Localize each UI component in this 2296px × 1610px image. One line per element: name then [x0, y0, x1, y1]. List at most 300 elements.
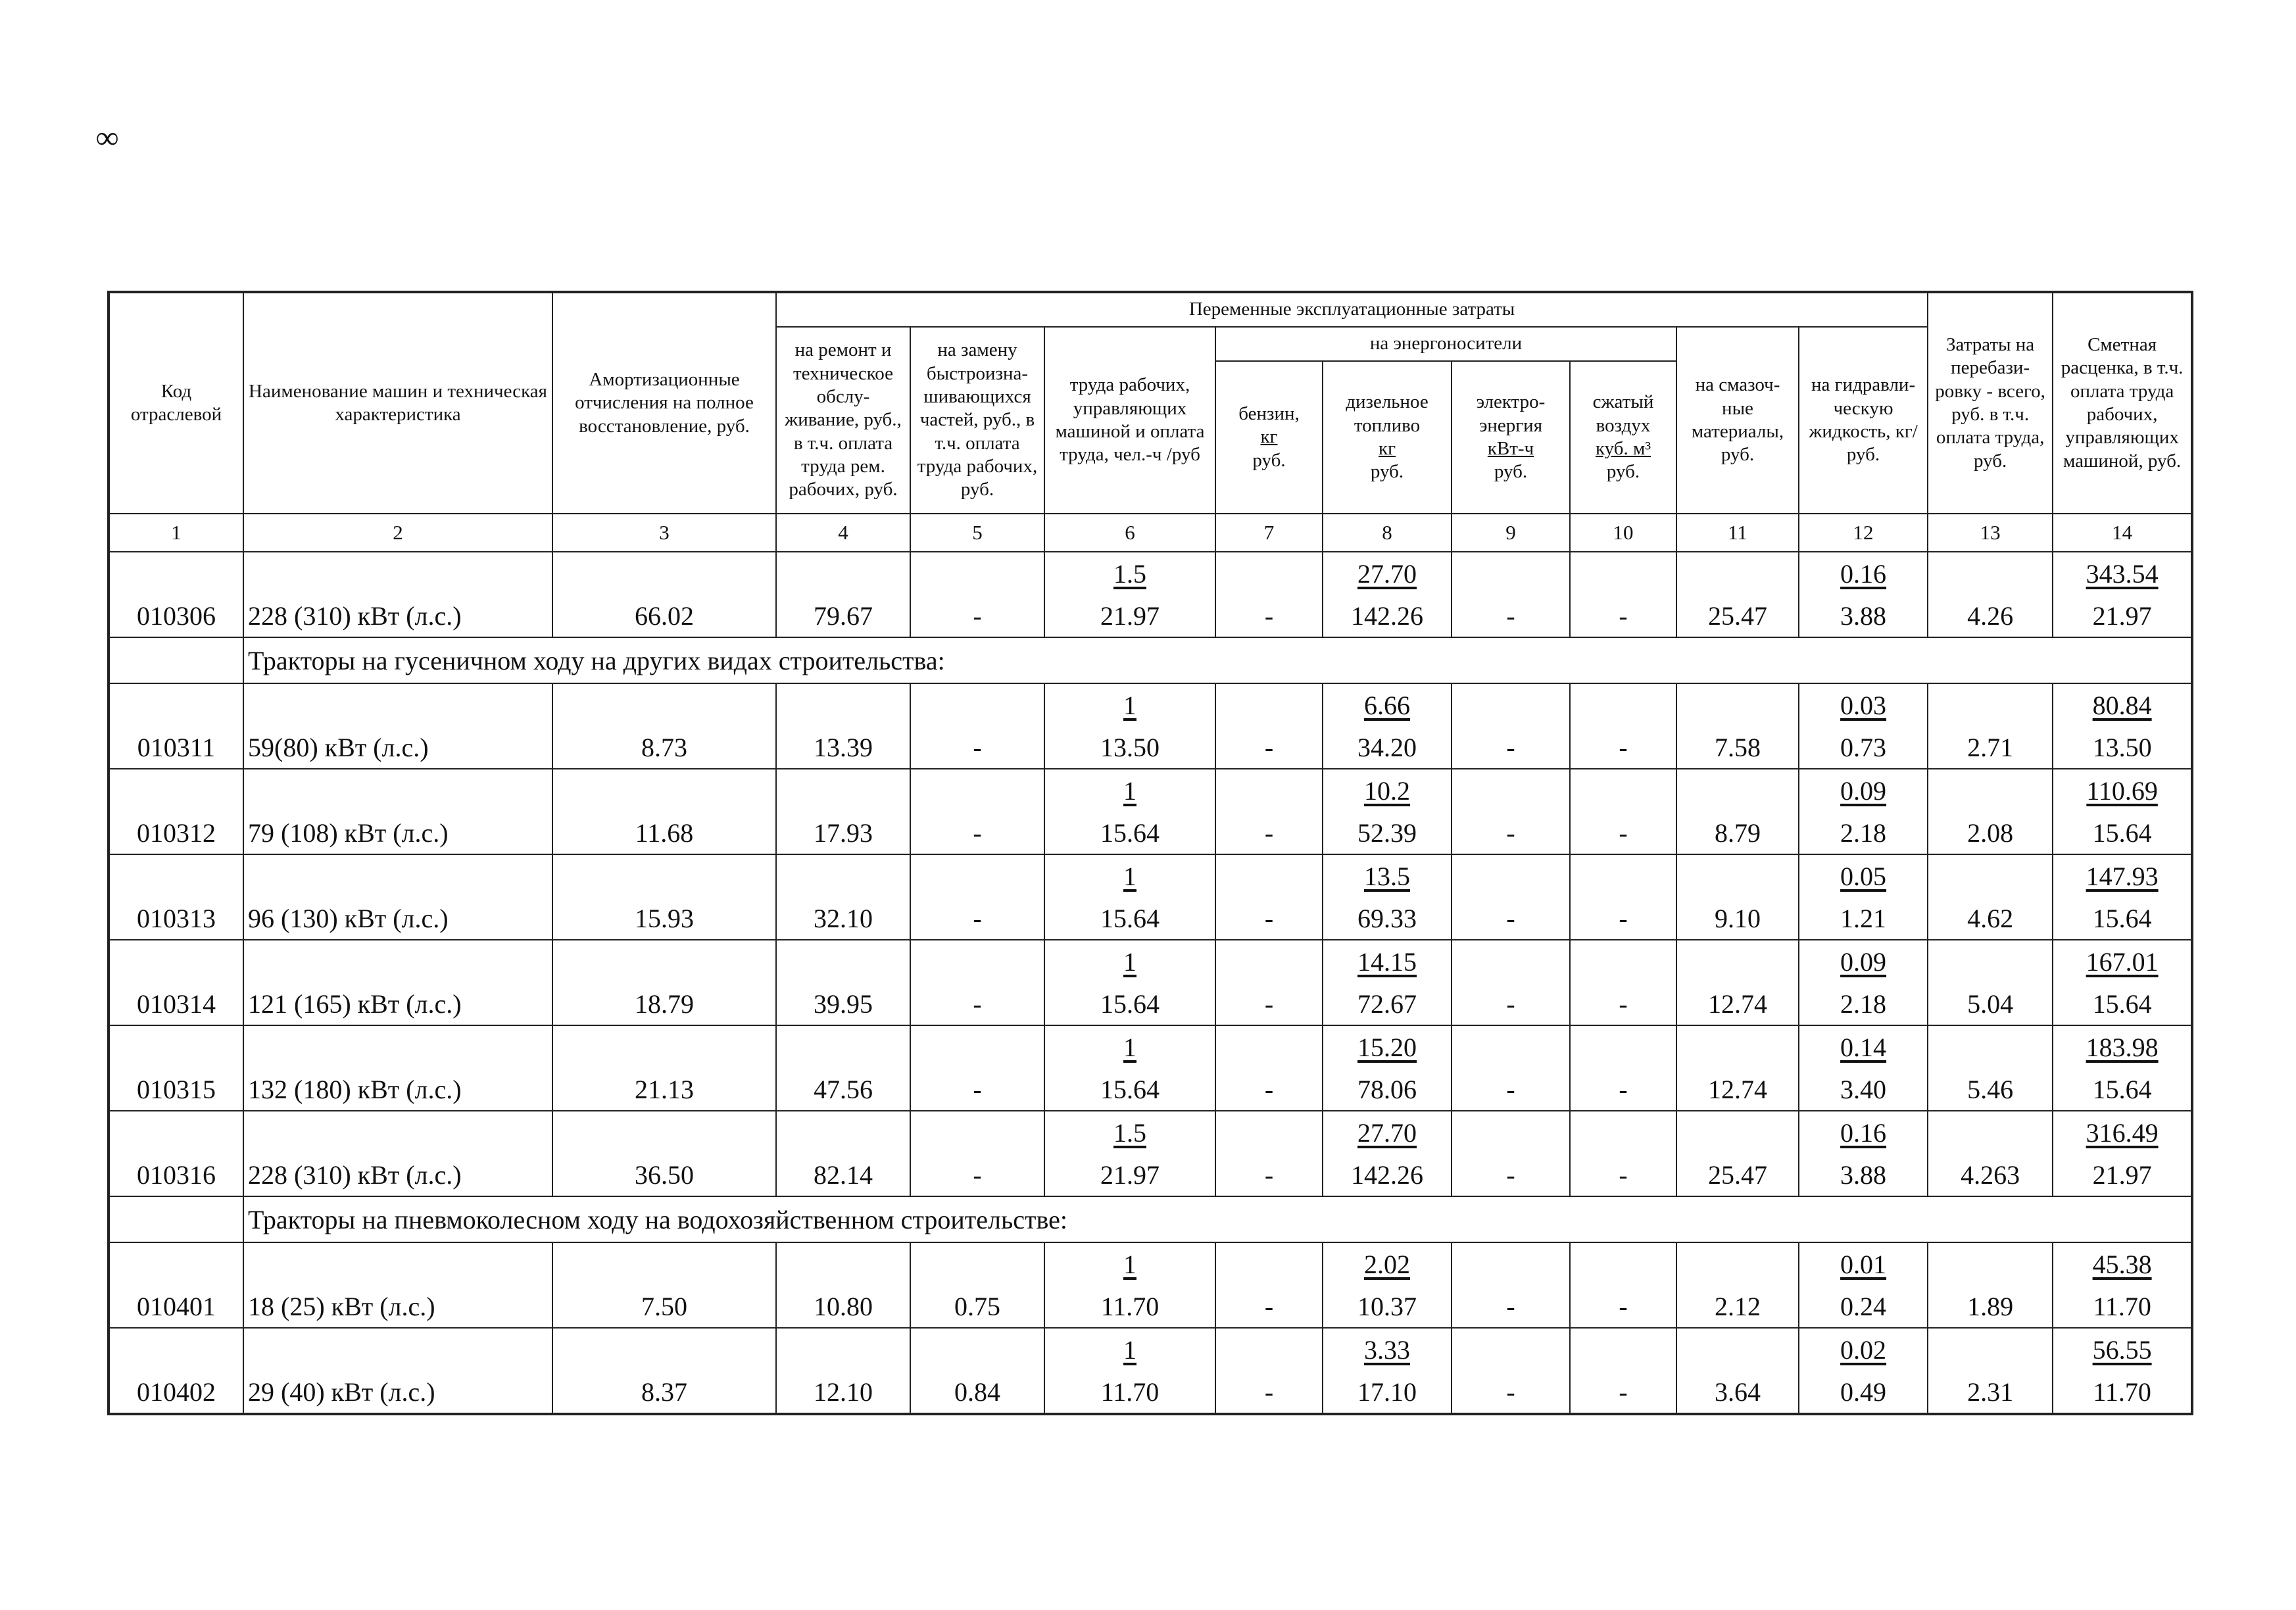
name-cell-value: 121 (165) кВт (л.с.) — [248, 988, 462, 1019]
column-number: 3 — [552, 514, 776, 552]
rate-total-cell — [2053, 1242, 2192, 1285]
petrol-cell-value: - — [1264, 1291, 1274, 1321]
code-cell — [109, 897, 243, 940]
code-cell-top — [109, 1025, 243, 1068]
diesel-cell-value: 142.26 — [1351, 1159, 1423, 1190]
hydraulic-cell — [1799, 983, 1928, 1025]
petrol-cell — [1215, 1154, 1323, 1196]
repair-cell-top — [776, 940, 910, 983]
labor-cell-value: 11.70 — [1100, 1291, 1160, 1321]
relocation-cell — [1928, 812, 2053, 854]
rate-cell-value: 11.70 — [2093, 1291, 2151, 1321]
code-cell-value: 010401 — [137, 1291, 216, 1321]
relocation-cell — [1928, 983, 2053, 1025]
lube-cell-top — [1676, 940, 1799, 983]
diesel-cell — [1323, 595, 1452, 637]
col-labor-header: труда рабочих, управляющих машиной и оплата труда, чел.-ч /руб — [1044, 327, 1215, 514]
parts-cell-top — [910, 1111, 1044, 1154]
column-number: 10 — [1570, 514, 1676, 552]
petrol-cell-top — [1215, 1242, 1323, 1285]
rate-total-cell — [2053, 683, 2192, 726]
section-title-value: Тракторы на пневмоколесном ходу на водохозяйственном строительстве: — [248, 1204, 1067, 1234]
amort-cell-top — [552, 769, 776, 812]
relocation-cell-value: 2.71 — [1967, 732, 2014, 762]
amort-cell — [552, 983, 776, 1025]
air-cell — [1570, 726, 1676, 769]
hydraulic-kg-cell — [1799, 769, 1928, 812]
hydraulic-cell — [1799, 726, 1928, 769]
electric-cell — [1452, 595, 1570, 637]
electric-cell-value: - — [1506, 988, 1515, 1019]
air-cell-top — [1570, 1111, 1676, 1154]
code-cell — [109, 726, 243, 769]
amort-cell-top — [552, 683, 776, 726]
repair-cell-value: 32.10 — [814, 903, 873, 933]
relocation-cell-top — [1928, 552, 2053, 595]
hydraulic-cell-value: 0.73 — [1840, 732, 1887, 762]
code-cell-top — [109, 552, 243, 595]
petrol-unit: кг — [1260, 426, 1278, 448]
repair-cell-top — [776, 854, 910, 897]
petrol-cell-value: - — [1264, 1377, 1274, 1407]
amort-cell-value: 66.02 — [635, 600, 694, 631]
electric-cell — [1452, 1068, 1570, 1111]
diesel-kg-cell — [1323, 1242, 1452, 1285]
rate-total-cell — [2053, 940, 2192, 983]
hydraulic-cell-value: 2.18 — [1840, 988, 1887, 1019]
name-cell-value: 228 (310) кВт (л.с.) — [248, 600, 462, 631]
table-row-rates — [109, 940, 2192, 983]
column-number: 2 — [243, 514, 552, 552]
labor-cell — [1044, 897, 1215, 940]
name-cell — [243, 1154, 552, 1196]
relocation-cell-value: 5.46 — [1967, 1074, 2014, 1104]
rate-total-cell-value: 343.54 — [2086, 558, 2159, 589]
rate-cell-value: 21.97 — [2092, 1159, 2152, 1190]
amort-cell-value: 21.13 — [635, 1074, 694, 1104]
repair-cell-top — [776, 1025, 910, 1068]
rate-total-cell — [2053, 1328, 2192, 1371]
machine-cost-table — [107, 291, 2193, 1415]
col-repair-header: на ремонт и техническое обслу-живание, руб., в т.ч. оплата труда рем. рабочих, руб. — [776, 327, 910, 514]
name-cell-value: 132 (180) кВт (л.с.) — [248, 1074, 462, 1104]
table-row — [109, 1285, 2192, 1328]
code-cell-value: 010315 — [137, 1074, 216, 1104]
hydraulic-kg-cell-value: 0.01 — [1840, 1249, 1887, 1279]
table-row-rates — [109, 683, 2192, 726]
hydraulic-cell-value: 0.49 — [1840, 1377, 1887, 1407]
labor-hours-cell — [1044, 552, 1215, 595]
hydraulic-cell — [1799, 1371, 1928, 1414]
rate-cell — [2053, 812, 2192, 854]
repair-cell — [776, 1068, 910, 1111]
column-number: 9 — [1452, 514, 1570, 552]
petrol-cell-top — [1215, 1328, 1323, 1371]
air-cell — [1570, 983, 1676, 1025]
petrol-cell-top — [1215, 683, 1323, 726]
air-cell — [1570, 1154, 1676, 1196]
lube-cell-top — [1676, 854, 1799, 897]
labor-hours-cell-value: 1.5 — [1113, 558, 1146, 589]
relocation-cell-top — [1928, 1242, 2053, 1285]
parts-cell — [910, 1154, 1044, 1196]
petrol-cell-value: - — [1264, 1159, 1274, 1190]
electric-cell-top — [1452, 552, 1570, 595]
code-cell — [109, 983, 243, 1025]
code-cell-top — [109, 683, 243, 726]
repair-cell-value: 12.10 — [814, 1377, 873, 1407]
air-cell — [1570, 595, 1676, 637]
labor-cell-value: 21.97 — [1100, 600, 1160, 631]
labor-cell-value: 13.50 — [1100, 732, 1160, 762]
repair-cell — [776, 1285, 910, 1328]
lube-cell — [1676, 1285, 1799, 1328]
repair-cell-value: 10.80 — [814, 1291, 873, 1321]
name-cell-value: 18 (25) кВт (л.с.) — [248, 1291, 435, 1321]
lube-cell-value: 3.64 — [1715, 1377, 1761, 1407]
col-electric-header — [1452, 361, 1570, 514]
section-title — [243, 1196, 2192, 1242]
lube-cell — [1676, 595, 1799, 637]
repair-cell-value: 79.67 — [814, 600, 873, 631]
rate-cell-value: 15.64 — [2092, 1074, 2152, 1104]
rate-cell — [2053, 897, 2192, 940]
rate-cell — [2053, 1068, 2192, 1111]
code-cell-top — [109, 854, 243, 897]
petrol-cell — [1215, 897, 1323, 940]
name-cell — [243, 1371, 552, 1414]
lube-cell — [1676, 1371, 1799, 1414]
code-cell-top — [109, 1111, 243, 1154]
table-row-rates — [109, 1242, 2192, 1285]
air-cell — [1570, 1285, 1676, 1328]
hydraulic-kg-cell — [1799, 1025, 1928, 1068]
parts-cell-value: - — [973, 1159, 982, 1190]
rate-cell — [2053, 1371, 2192, 1414]
air-cell — [1570, 1068, 1676, 1111]
amort-cell-value: 7.50 — [641, 1291, 687, 1321]
repair-cell — [776, 983, 910, 1025]
diesel-kg-cell — [1323, 940, 1452, 983]
section-code-cell — [109, 637, 243, 683]
hydraulic-kg-cell — [1799, 683, 1928, 726]
lube-cell-top — [1676, 683, 1799, 726]
labor-hours-cell — [1044, 940, 1215, 983]
labor-hours-cell — [1044, 1111, 1215, 1154]
column-number: 7 — [1215, 514, 1323, 552]
column-number-row — [109, 514, 2192, 552]
table-row — [109, 983, 2192, 1025]
rate-total-cell-value: 316.49 — [2086, 1117, 2159, 1148]
relocation-cell-value: 4.263 — [1961, 1159, 2020, 1190]
hydraulic-cell-value: 3.88 — [1840, 1159, 1887, 1190]
diesel-cell — [1323, 897, 1452, 940]
electric-cell-value: - — [1506, 817, 1515, 848]
repair-cell-top — [776, 769, 910, 812]
electric-cell-value: - — [1506, 1074, 1515, 1104]
labor-hours-cell-value: 1 — [1123, 1032, 1136, 1062]
parts-cell — [910, 1285, 1044, 1328]
name-cell — [243, 812, 552, 854]
petrol-cell-value: - — [1264, 600, 1274, 631]
parts-cell — [910, 983, 1044, 1025]
petrol-cell — [1215, 726, 1323, 769]
hydraulic-kg-cell-value: 0.16 — [1840, 558, 1887, 589]
diesel-cell — [1323, 1068, 1452, 1111]
relocation-cell — [1928, 595, 2053, 637]
name-cell — [243, 897, 552, 940]
hydraulic-cell — [1799, 1285, 1928, 1328]
name-cell — [243, 595, 552, 637]
lube-cell — [1676, 897, 1799, 940]
air-cell-top — [1570, 940, 1676, 983]
hydraulic-cell-value: 3.40 — [1840, 1074, 1887, 1104]
name-cell-value: 29 (40) кВт (л.с.) — [248, 1377, 435, 1407]
lube-cell-top — [1676, 1025, 1799, 1068]
col-code-header: Код отраслевой — [109, 292, 243, 514]
hydraulic-cell — [1799, 897, 1928, 940]
labor-cell-value: 15.64 — [1100, 817, 1160, 848]
parts-cell — [910, 1068, 1044, 1111]
relocation-cell-top — [1928, 854, 2053, 897]
electric-cell-value: - — [1506, 600, 1515, 631]
lube-cell-value: 9.10 — [1715, 903, 1761, 933]
petrol-cell-value: - — [1264, 903, 1274, 933]
code-cell-value: 010312 — [137, 817, 216, 848]
lube-cell — [1676, 983, 1799, 1025]
repair-cell-value: 82.14 — [814, 1159, 873, 1190]
labor-cell — [1044, 1154, 1215, 1196]
relocation-cell — [1928, 897, 2053, 940]
amort-cell — [552, 1285, 776, 1328]
parts-cell-value: 0.75 — [954, 1291, 1000, 1321]
relocation-cell-top — [1928, 1111, 2053, 1154]
repair-cell-top — [776, 1242, 910, 1285]
amort-cell — [552, 812, 776, 854]
electric-label: электро-энергия — [1476, 391, 1546, 436]
air-cell-value: - — [1619, 1291, 1628, 1321]
labor-cell — [1044, 595, 1215, 637]
parts-cell-value: - — [973, 817, 982, 848]
lube-cell-top — [1676, 552, 1799, 595]
electric-cell-value: - — [1506, 732, 1515, 762]
section-code-cell — [109, 1196, 243, 1242]
hydraulic-cell — [1799, 1068, 1928, 1111]
name-cell-value: 79 (108) кВт (л.с.) — [248, 817, 449, 848]
electric-cell-top — [1452, 1328, 1570, 1371]
rate-total-cell — [2053, 552, 2192, 595]
rate-cell-value: 15.64 — [2092, 903, 2152, 933]
repair-cell — [776, 595, 910, 637]
name-cell — [243, 726, 552, 769]
relocation-cell-top — [1928, 940, 2053, 983]
amort-cell-value: 15.93 — [635, 903, 694, 933]
hydraulic-kg-cell-value: 0.14 — [1840, 1032, 1887, 1062]
petrol-cell-top — [1215, 769, 1323, 812]
code-cell-value: 010316 — [137, 1159, 216, 1190]
relocation-cell — [1928, 1285, 2053, 1328]
relocation-cell-value: 1.89 — [1967, 1291, 2014, 1321]
parts-cell-value: - — [973, 903, 982, 933]
diesel-currency: руб. — [1370, 461, 1404, 483]
relocation-cell-top — [1928, 769, 2053, 812]
diesel-cell-value: 78.06 — [1357, 1074, 1417, 1104]
diesel-kg-cell-value: 13.5 — [1364, 861, 1410, 891]
variable-costs-header: Переменные эксплуатационные затраты — [776, 292, 1928, 327]
lube-cell-value: 12.74 — [1708, 1074, 1767, 1104]
relocation-cell-value: 2.31 — [1967, 1377, 2014, 1407]
parts-cell — [910, 1371, 1044, 1414]
labor-hours-cell — [1044, 1328, 1215, 1371]
diesel-kg-cell-value: 15.20 — [1357, 1032, 1417, 1062]
col-name-header: Наименование машин и техническая характеристика — [243, 292, 552, 514]
code-cell — [109, 1285, 243, 1328]
diesel-cell — [1323, 1154, 1452, 1196]
labor-cell-value: 15.64 — [1100, 903, 1160, 933]
petrol-cell-top — [1215, 1025, 1323, 1068]
page-number: ∞ — [96, 120, 119, 155]
air-label: сжатый воздух — [1592, 391, 1654, 436]
column-number: 12 — [1799, 514, 1928, 552]
labor-hours-cell-value: 1 — [1123, 775, 1136, 806]
petrol-cell-top — [1215, 940, 1323, 983]
section-row — [109, 1196, 2192, 1242]
diesel-cell — [1323, 1285, 1452, 1328]
table-row-rates — [109, 854, 2192, 897]
relocation-cell-top — [1928, 683, 2053, 726]
code-cell — [109, 1154, 243, 1196]
lube-cell-value: 7.58 — [1715, 732, 1761, 762]
parts-cell-top — [910, 683, 1044, 726]
code-cell — [109, 1371, 243, 1414]
hydraulic-cell-value: 3.88 — [1840, 600, 1887, 631]
relocation-cell — [1928, 1154, 2053, 1196]
column-number: 11 — [1676, 514, 1799, 552]
amort-cell-value: 11.68 — [635, 817, 694, 848]
rate-cell-value: 15.64 — [2092, 988, 2152, 1019]
column-number: 4 — [776, 514, 910, 552]
rate-total-cell-value: 56.55 — [2092, 1334, 2152, 1365]
lube-cell — [1676, 1068, 1799, 1111]
lube-cell-value: 12.74 — [1708, 988, 1767, 1019]
petrol-cell-value: - — [1264, 817, 1274, 848]
table-row-rates — [109, 552, 2192, 595]
rate-total-cell — [2053, 769, 2192, 812]
hydraulic-kg-cell — [1799, 940, 1928, 983]
code-cell-value: 010313 — [137, 903, 216, 933]
table-row — [109, 1154, 2192, 1196]
column-number: 1 — [109, 514, 243, 552]
petrol-cell — [1215, 1068, 1323, 1111]
rate-cell — [2053, 1285, 2192, 1328]
name-cell — [243, 983, 552, 1025]
name-cell-value: 228 (310) кВт (л.с.) — [248, 1159, 462, 1190]
parts-cell-top — [910, 552, 1044, 595]
table-row — [109, 1371, 2192, 1414]
hydraulic-cell-value: 1.21 — [1840, 903, 1887, 933]
parts-cell-top — [910, 854, 1044, 897]
hydraulic-kg-cell-value: 0.02 — [1840, 1334, 1887, 1365]
parts-cell-value: - — [973, 732, 982, 762]
air-cell-top — [1570, 683, 1676, 726]
repair-cell-value: 47.56 — [814, 1074, 873, 1104]
electric-cell-top — [1452, 769, 1570, 812]
rate-cell-value: 11.70 — [2093, 1377, 2151, 1407]
name-cell-top — [243, 854, 552, 897]
petrol-cell — [1215, 1371, 1323, 1414]
relocation-cell-value: 4.62 — [1967, 903, 2014, 933]
rate-cell-value: 15.64 — [2092, 817, 2152, 848]
relocation-cell — [1928, 1068, 2053, 1111]
labor-hours-cell-value: 1 — [1123, 1249, 1136, 1279]
section-title — [243, 637, 2192, 683]
air-cell — [1570, 1371, 1676, 1414]
petrol-cell-value: - — [1264, 732, 1274, 762]
repair-cell — [776, 726, 910, 769]
amort-cell-top — [552, 854, 776, 897]
table-row — [109, 595, 2192, 637]
rate-total-cell-value: 147.93 — [2086, 861, 2159, 891]
air-cell — [1570, 897, 1676, 940]
labor-hours-cell — [1044, 769, 1215, 812]
amort-cell-value: 18.79 — [635, 988, 694, 1019]
rate-total-cell-value: 110.69 — [2086, 775, 2158, 806]
hydraulic-kg-cell-value: 0.09 — [1840, 775, 1887, 806]
petrol-cell — [1215, 1285, 1323, 1328]
table-row-rates — [109, 1111, 2192, 1154]
petrol-cell-value: - — [1264, 1074, 1274, 1104]
diesel-kg-cell — [1323, 854, 1452, 897]
table-header — [109, 292, 2192, 552]
code-cell — [109, 1068, 243, 1111]
amort-cell-value: 8.73 — [641, 732, 687, 762]
amort-cell-top — [552, 1328, 776, 1371]
diesel-kg-cell-value: 10.2 — [1364, 775, 1410, 806]
labor-cell — [1044, 983, 1215, 1025]
code-cell-top — [109, 1328, 243, 1371]
lube-cell-value: 25.47 — [1708, 600, 1767, 631]
rate-total-cell-value: 80.84 — [2092, 690, 2152, 720]
name-cell-top — [243, 769, 552, 812]
air-cell-top — [1570, 854, 1676, 897]
hydraulic-kg-cell-value: 0.05 — [1840, 861, 1887, 891]
electric-unit: кВт-ч — [1487, 438, 1534, 459]
petrol-cell-top — [1215, 552, 1323, 595]
relocation-cell-value: 4.26 — [1967, 600, 2014, 631]
air-currency: руб. — [1606, 461, 1640, 483]
relocation-cell-top — [1928, 1025, 2053, 1068]
rate-total-cell-value: 167.01 — [2086, 946, 2159, 977]
name-cell-top — [243, 940, 552, 983]
rate-cell — [2053, 726, 2192, 769]
code-cell-top — [109, 769, 243, 812]
parts-cell-top — [910, 1025, 1044, 1068]
hydraulic-cell — [1799, 1154, 1928, 1196]
col-parts-header: на замену быстроизна-шивающихся частей, руб., в т.ч. оплата труда рабочих, руб. — [910, 327, 1044, 514]
rate-cell — [2053, 1154, 2192, 1196]
lube-cell-value: 2.12 — [1715, 1291, 1761, 1321]
hydraulic-kg-cell — [1799, 1328, 1928, 1371]
lube-cell-top — [1676, 1242, 1799, 1285]
labor-hours-cell-value: 1 — [1123, 690, 1136, 720]
diesel-kg-cell-value: 2.02 — [1364, 1249, 1410, 1279]
labor-hours-cell-value: 1 — [1123, 946, 1136, 977]
parts-cell-top — [910, 1242, 1044, 1285]
petrol-cell-top — [1215, 1111, 1323, 1154]
name-cell-top — [243, 1025, 552, 1068]
air-cell-value: - — [1619, 988, 1628, 1019]
diesel-kg-cell-value: 27.70 — [1357, 558, 1417, 589]
